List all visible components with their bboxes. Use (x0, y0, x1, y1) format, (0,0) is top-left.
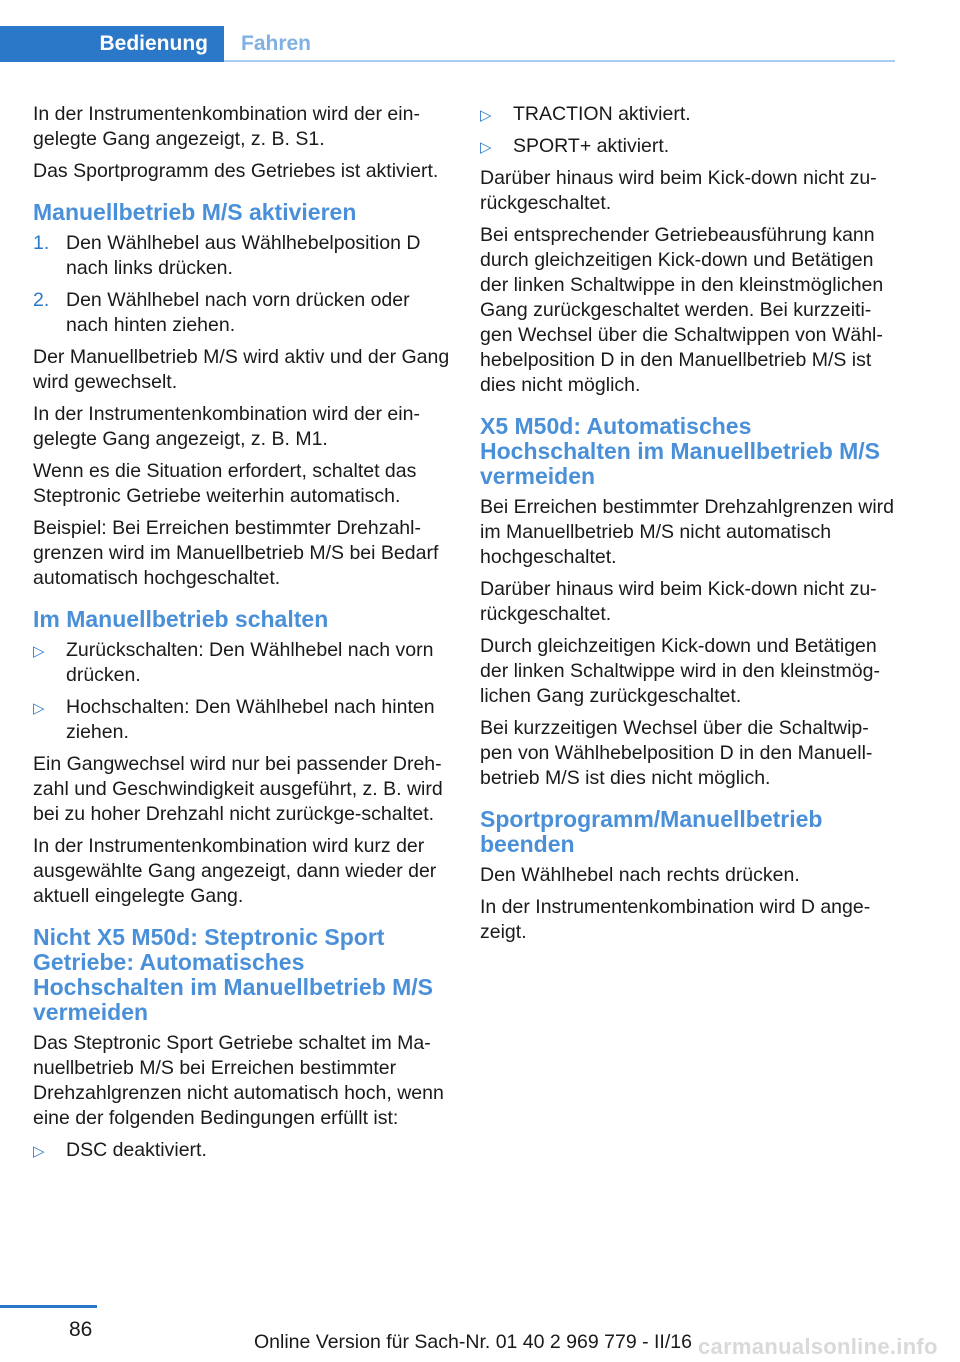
paragraph: In der Instrumentenkombination wird der ein‐gelegte Gang angezeigt, z. B. S1. (33, 103, 420, 150)
section-heading-end: Sportprogramm/Manuellbetrieb beenden (480, 806, 823, 857)
step-text: Den Wählhebel aus Wählhebelposition D nach links drücken. (66, 232, 421, 279)
watermark: carmanualsonline.info (698, 1334, 938, 1359)
bullet-text: Hochschalten: Den Wählhebel nach hinten ziehen. (66, 696, 435, 743)
paragraph: Bei kurzzeitigen Wechsel über die Schaltwip‐pen von Wählhebelposition D in den Manuell‐betrieb M/S ist dies nicht möglich. (480, 717, 873, 789)
paragraph: Das Sportprogramm des Getriebes ist aktiviert. (33, 160, 439, 182)
paragraph: Das Steptronic Sport Getriebe schaltet im Ma‐nuellbetrieb M/S bei Erreichen bestimmter Drehzahlgrenzen nicht automatisch hoch, wenn eine der folgenden Bedingungen erfüllt ist: (33, 1032, 444, 1129)
step-number: 2. (33, 289, 50, 311)
header-bar (0, 0, 895, 62)
section-heading-shift: Im Manuellbetrieb schalten (33, 606, 329, 632)
step-text: Den Wählhebel nach vorn drücken oder nach hinten ziehen. (66, 289, 410, 336)
paragraph: In der Instrumentenkombination wird D ange‐zeigt. (480, 896, 871, 943)
list-item (33, 695, 451, 745)
bullet-list (33, 1138, 451, 1163)
list-item (33, 288, 451, 338)
paragraph: In der Instrumentenkombination wird kurz der ausgewählte Gang angezeigt, dann wieder der aktuell eingelegte Gang. (33, 835, 437, 907)
paragraph: In der Instrumentenkombination wird der ein‐gelegte Gang angezeigt, z. B. M1. (33, 403, 420, 450)
section-heading-manual-activate: Manuellbetrieb M/S aktivieren (33, 199, 357, 225)
right-column (480, 102, 898, 952)
bullet-list (33, 638, 451, 745)
triangle-bullet-icon: ▷ (480, 139, 492, 156)
page-number: 86 (69, 1318, 93, 1341)
list-item (33, 231, 451, 281)
triangle-bullet-icon: ▷ (33, 643, 45, 660)
online-version-note: Online Version für Sach-Nr. 01 40 2 969 779 - II/16 (254, 1331, 692, 1353)
tab-bedienung[interactable]: Bedienung (0, 26, 224, 62)
bullet-list (480, 102, 898, 159)
step-list (33, 231, 451, 338)
paragraph: Den Wählhebel nach rechts drücken. (480, 864, 800, 886)
triangle-bullet-icon: ▷ (33, 1143, 45, 1160)
bullet-text: TRACTION aktiviert. (513, 103, 691, 125)
tab-fahren[interactable]: Fahren (241, 32, 312, 55)
paragraph: Wenn es die Situation erfordert, schaltet das Steptronic Getriebe weiterhin automatisch. (33, 460, 417, 507)
paragraph: Beispiel: Bei Erreichen bestimmter Drehzahl‐grenzen wird im Manuellbetrieb M/S bei Bedarf automatisch hochgeschaltet. (33, 517, 439, 589)
section-heading-x5-m50d: X5 M50d: Automatisches Hochschalten im Manuellbetrieb M/S vermeiden (480, 413, 881, 489)
paragraph: Bei entsprechender Getriebeausführung kann durch gleichzeitigen Kick-down und Betätigen der linken Schaltwippe in den kleinstmöglichen Gang zurückgeschaltet werden. Bei kurzzeiti‐gen Wechsel über die Schaltwippen von Wähl‐hebelposition D in den Manuellbetrieb M/S ist dies nicht möglich. (480, 224, 884, 396)
paragraph: Der Manuellbetrieb M/S wird aktiv und der Gang wird gewechselt. (33, 346, 450, 393)
paragraph: Bei Erreichen bestimmter Drehzahlgrenzen wird im Manuellbetrieb M/S nicht automatisch hochgeschaltet. (480, 496, 895, 568)
triangle-bullet-icon: ▷ (480, 107, 492, 124)
section-heading-nicht-x5: Nicht X5 M50d: Steptronic Sport Getriebe: Automatisches Hochschalten im Manuellbetrieb M/S vermeiden (33, 924, 434, 1025)
paragraph: Darüber hinaus wird beim Kick-down nicht zu‐rückgeschaltet. (480, 167, 877, 214)
paragraph: Ein Gangwechsel wird nur bei passender Dreh‐zahl und Geschwindigkeit ausgeführt, z. B. wird bei zu hoher Drehzahl nicht zurückge‐schaltet. (33, 753, 443, 825)
page-number-rule (0, 1305, 97, 1308)
list-item (33, 1138, 451, 1163)
left-column (33, 102, 451, 1170)
bullet-text: DSC deaktiviert. (66, 1139, 207, 1161)
header-divider (224, 60, 895, 62)
list-item (480, 134, 898, 159)
triangle-bullet-icon: ▷ (33, 700, 45, 717)
step-number: 1. (33, 232, 50, 254)
bullet-text: Zurückschalten: Den Wählhebel nach vorn drücken. (66, 639, 434, 686)
paragraph: Darüber hinaus wird beim Kick-down nicht zu‐rückgeschaltet. (480, 578, 877, 625)
paragraph: Durch gleichzeitigen Kick-down und Betätigen der linken Schaltwippe wird in den kleinstmög‐lichen Gang zurückgeschaltet. (480, 635, 880, 707)
list-item (480, 102, 898, 127)
list-item (33, 638, 451, 688)
bullet-text: SPORT+ aktiviert. (513, 135, 670, 157)
